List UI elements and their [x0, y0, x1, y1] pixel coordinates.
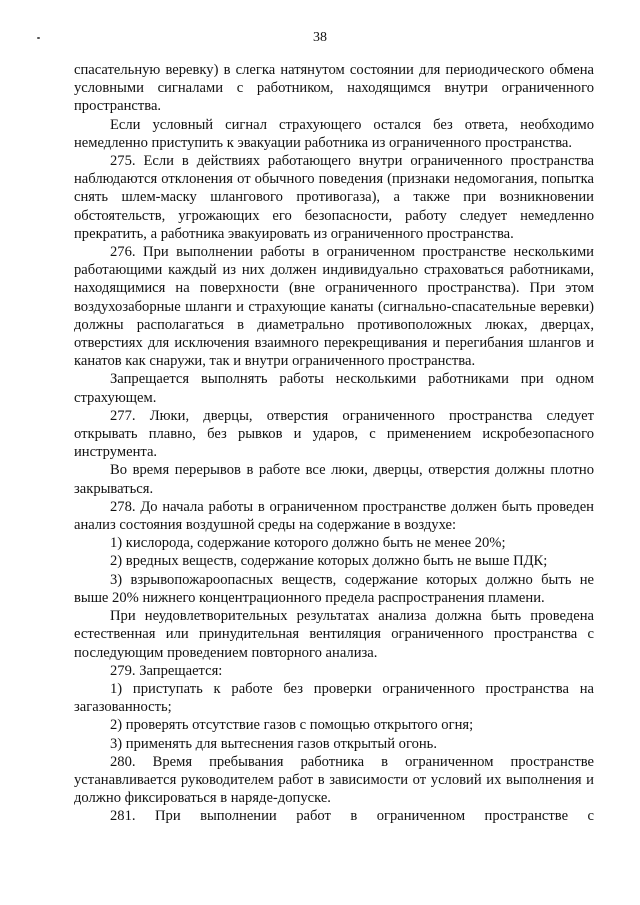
- paragraph: Если условный сигнал страхующего остался без ответа, необходимо немедленно приступить к эвакуации работника из ограниченного пространства.: [74, 116, 594, 151]
- paragraph: При неудовлетворительных результатах анализа должна быть проведена естественная или принудительная вентиляция ограниченного пространства с последующим проведением повторного анализа.: [74, 608, 594, 661]
- paragraph: 275. Если в действиях работающего внутри ограниченного пространства наблюдаются отклонения от обычного поведения (признаки недомогания, попытка снять шлем-маску шлангового противогаза), а также при возникновении обстоятельств, угрожающих его безопасности, работу следует немедленно прекратить, а работника эвакуировать из ограниченного пространства.: [74, 153, 594, 242]
- page-number: 38: [313, 30, 327, 45]
- paragraph: 280. Время пребывания работника в ограниченном пространстве устанавливается руководителем работ в зависимости от условий их выполнения и должно фиксироваться в наряде-допуске.: [74, 753, 594, 807]
- paragraph: Запрещается выполнять работы несколькими работниками при одном страхующем.: [74, 371, 594, 406]
- paragraph: 276. При выполнении работы в ограниченном пространстве несколькими работающими каждый из них должен индивидуально страховаться работниками, находящимися на поверхности (вне ограниченного пространства). При этом воздухозаборные шланги и страхующие канаты (сигнально-спасательные веревки) должны располагаться в диаметрально противоположных люках, дверцах, отверстиях для исключения взаимного перекрещивания и перегибания шлангов и канатов как снаружи, так и внутри ограниченного пространства.: [74, 244, 594, 370]
- paragraph: 3) применять для вытеснения газов открытый огонь.: [110, 735, 437, 752]
- paragraph: спасательную веревку) в слегка натянутом состоянии для периодического обмена условными сигналами с работником, находящимся внутри ограниченного пространства.: [74, 62, 594, 115]
- body-text: [74, 61, 594, 826]
- paragraph: Во время перерывов в работе все люки, дверцы, отверстия должны плотно закрываться.: [74, 462, 594, 497]
- paragraph: 1) кислорода, содержание которого должно быть не менее 20%;: [110, 535, 506, 552]
- paragraph: 278. До начала работы в ограниченном пространстве должен быть проведен анализ состояния воздушной среды на содержание в воздухе:: [74, 498, 594, 534]
- paragraph: 1) приступать к работе без проверки ограниченного пространства на загазованность;: [74, 680, 594, 716]
- paragraph: 281. При выполнении работ в ограниченном пространстве с: [110, 808, 594, 825]
- paragraph: 277. Люки, дверцы, отверстия ограниченного пространства следует открывать плавно, без рывков и ударов, с применением искробезопасного инструмента.: [74, 407, 594, 461]
- paragraph: 2) проверять отсутствие газов с помощью открытого огня;: [110, 717, 474, 734]
- paragraph: 279. Запрещается:: [110, 662, 223, 679]
- paragraph: 3) взрывопожароопасных веществ, содержание которых должно быть не выше 20% нижнего концентрационного предела распространения пламени.: [74, 571, 594, 606]
- paragraph: 2) вредных веществ, содержание которых должно быть не выше ПДК;: [110, 553, 548, 570]
